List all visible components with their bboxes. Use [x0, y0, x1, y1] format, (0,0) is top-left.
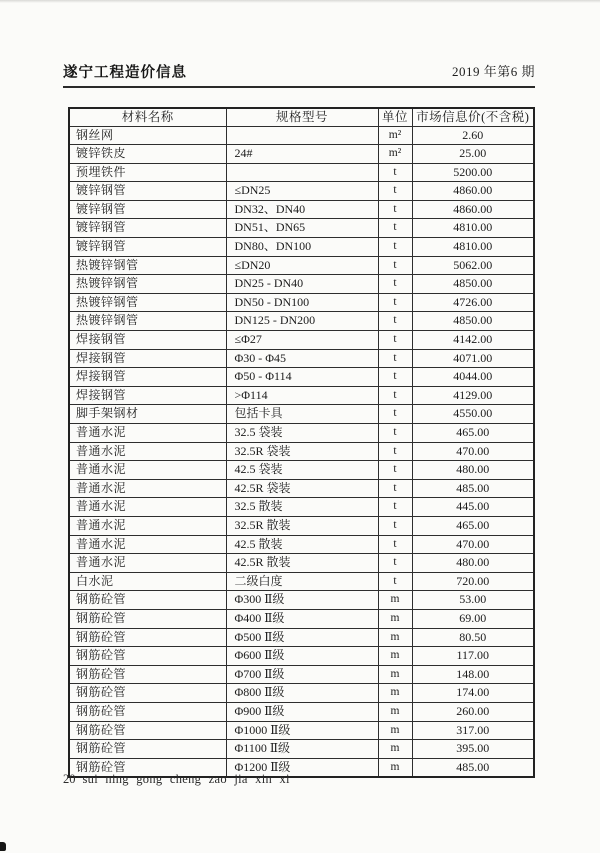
- material-name-cell: 普通水泥: [69, 516, 226, 535]
- unit-cell: m²: [378, 145, 412, 164]
- unit-cell: t: [378, 331, 412, 350]
- price-cell: 445.00: [412, 498, 534, 517]
- material-name-cell: 钢筋砼管: [69, 702, 226, 721]
- unit-cell: t: [378, 312, 412, 331]
- material-name-cell: 钢筋砼管: [69, 758, 226, 777]
- material-name-cell: 预埋铁件: [69, 163, 226, 182]
- price-cell: 4860.00: [412, 182, 534, 201]
- spec-cell: Φ30 - Φ45: [226, 349, 378, 368]
- table-row: [69, 572, 534, 591]
- price-cell: 148.00: [412, 665, 534, 684]
- unit-cell: t: [378, 275, 412, 294]
- price-cell: 4044.00: [412, 368, 534, 387]
- unit-cell: m: [378, 740, 412, 759]
- col-header-market-price: 市场信息价(不含税): [412, 108, 534, 126]
- spec-cell: 24#: [226, 145, 378, 164]
- unit-cell: m: [378, 628, 412, 647]
- table-row: [69, 368, 534, 387]
- price-cell: 4129.00: [412, 386, 534, 405]
- material-name-cell: 镀锌钢管: [69, 182, 226, 201]
- table-row: [69, 275, 534, 294]
- publication-title: 遂宁工程造价信息: [63, 65, 187, 81]
- table-row: [69, 293, 534, 312]
- col-header-unit: 单位: [378, 108, 412, 126]
- price-cell: 4071.00: [412, 349, 534, 368]
- price-cell: 4860.00: [412, 200, 534, 219]
- price-cell: 2.60: [412, 126, 534, 145]
- unit-cell: m: [378, 609, 412, 628]
- price-cell: 4850.00: [412, 312, 534, 331]
- unit-cell: t: [378, 442, 412, 461]
- table-row: [69, 200, 534, 219]
- unit-cell: t: [378, 182, 412, 201]
- table-row: [69, 256, 534, 275]
- price-cell: 5062.00: [412, 256, 534, 275]
- material-name-cell: 镀锌铁皮: [69, 145, 226, 164]
- material-name-cell: 普通水泥: [69, 498, 226, 517]
- unit-cell: t: [378, 572, 412, 591]
- page-footer: [63, 772, 290, 787]
- material-name-cell: 钢丝网: [69, 126, 226, 145]
- table-row: [69, 349, 534, 368]
- spec-cell: DN51、DN65: [226, 219, 378, 238]
- spec-cell: Φ300 Ⅱ级: [226, 591, 378, 610]
- price-cell: 5200.00: [412, 163, 534, 182]
- table-row: [69, 424, 534, 443]
- unit-cell: m²: [378, 126, 412, 145]
- scan-edge-artifact: [0, 0, 600, 3]
- spec-cell: 42.5 散装: [226, 535, 378, 554]
- table-row: [69, 442, 534, 461]
- col-header-material-name: 材料名称: [69, 108, 226, 126]
- table-row: [69, 386, 534, 405]
- spec-cell: DN80、DN100: [226, 238, 378, 257]
- unit-cell: t: [378, 461, 412, 480]
- spec-cell: 32.5R 散装: [226, 516, 378, 535]
- unit-cell: t: [378, 386, 412, 405]
- spec-cell: DN125 - DN200: [226, 312, 378, 331]
- material-name-cell: 普通水泥: [69, 479, 226, 498]
- unit-cell: m: [378, 721, 412, 740]
- page-header: [63, 61, 535, 81]
- material-name-cell: 焊接钢管: [69, 368, 226, 387]
- price-cell: 470.00: [412, 535, 534, 554]
- material-name-cell: 焊接钢管: [69, 349, 226, 368]
- material-name-cell: 钢筋砼管: [69, 684, 226, 703]
- price-cell: 25.00: [412, 145, 534, 164]
- table-row: [69, 238, 534, 257]
- unit-cell: t: [378, 238, 412, 257]
- unit-cell: m: [378, 702, 412, 721]
- spec-cell: DN32、DN40: [226, 200, 378, 219]
- material-name-cell: 焊接钢管: [69, 331, 226, 350]
- page-number: 20: [63, 772, 76, 786]
- table-row: [69, 126, 534, 145]
- material-name-cell: 热镀锌钢管: [69, 312, 226, 331]
- col-header-spec-model: 规格型号: [226, 108, 378, 126]
- unit-cell: m: [378, 647, 412, 666]
- table-row: [69, 219, 534, 238]
- material-price-table: [68, 107, 535, 778]
- price-table-body: [69, 126, 534, 777]
- price-cell: 465.00: [412, 424, 534, 443]
- price-cell: 4850.00: [412, 275, 534, 294]
- spec-cell: 包括卡具: [226, 405, 378, 424]
- spec-cell: 32.5 散装: [226, 498, 378, 517]
- table-row: [69, 740, 534, 759]
- material-name-cell: 普通水泥: [69, 554, 226, 573]
- spec-cell: ≤DN25: [226, 182, 378, 201]
- table-row: [69, 405, 534, 424]
- price-cell: 260.00: [412, 702, 534, 721]
- table-row: [69, 498, 534, 517]
- material-name-cell: 钢筋砼管: [69, 609, 226, 628]
- unit-cell: t: [378, 256, 412, 275]
- table-row: [69, 331, 534, 350]
- unit-cell: t: [378, 516, 412, 535]
- price-cell: 53.00: [412, 591, 534, 610]
- unit-cell: m: [378, 665, 412, 684]
- spec-cell: 32.5R 袋装: [226, 442, 378, 461]
- spec-cell: Φ800 Ⅱ级: [226, 684, 378, 703]
- material-name-cell: 热镀锌钢管: [69, 293, 226, 312]
- price-table-header: [69, 108, 534, 126]
- table-row: [69, 535, 534, 554]
- material-name-cell: 镀锌钢管: [69, 219, 226, 238]
- unit-cell: t: [378, 200, 412, 219]
- price-cell: 4550.00: [412, 405, 534, 424]
- table-row: [69, 609, 534, 628]
- price-cell: 465.00: [412, 516, 534, 535]
- spec-cell: [226, 126, 378, 145]
- unit-cell: m: [378, 591, 412, 610]
- price-cell: 80.50: [412, 628, 534, 647]
- table-row: [69, 628, 534, 647]
- price-cell: 4810.00: [412, 219, 534, 238]
- material-name-cell: 镀锌钢管: [69, 200, 226, 219]
- price-cell: 174.00: [412, 684, 534, 703]
- material-name-cell: 普通水泥: [69, 424, 226, 443]
- unit-cell: m: [378, 758, 412, 777]
- price-cell: 4142.00: [412, 331, 534, 350]
- spec-cell: Φ600 Ⅱ级: [226, 647, 378, 666]
- table-row: [69, 479, 534, 498]
- issue-label: 2019 年第6 期: [451, 64, 535, 79]
- unit-cell: t: [378, 405, 412, 424]
- spec-cell: ≤DN20: [226, 256, 378, 275]
- price-cell: 485.00: [412, 479, 534, 498]
- unit-cell: t: [378, 219, 412, 238]
- material-name-cell: 普通水泥: [69, 442, 226, 461]
- table-row: [69, 721, 534, 740]
- price-cell: 470.00: [412, 442, 534, 461]
- table-row: [69, 665, 534, 684]
- spec-cell: 42.5 袋装: [226, 461, 378, 480]
- spec-cell: 32.5 袋装: [226, 424, 378, 443]
- table-row: [69, 312, 534, 331]
- spec-cell: DN25 - DN40: [226, 275, 378, 294]
- material-name-cell: 钢筋砼管: [69, 721, 226, 740]
- price-cell: 69.00: [412, 609, 534, 628]
- material-name-cell: 热镀锌钢管: [69, 256, 226, 275]
- unit-cell: t: [378, 163, 412, 182]
- price-cell: 395.00: [412, 740, 534, 759]
- spec-cell: >Φ114: [226, 386, 378, 405]
- material-name-cell: 普通水泥: [69, 461, 226, 480]
- spec-cell: Φ900 Ⅱ级: [226, 702, 378, 721]
- table-row: [69, 554, 534, 573]
- table-row: [69, 163, 534, 182]
- price-cell: 720.00: [412, 572, 534, 591]
- unit-cell: m: [378, 684, 412, 703]
- material-name-cell: 焊接钢管: [69, 386, 226, 405]
- spec-cell: 二级白度: [226, 572, 378, 591]
- table-row: [69, 647, 534, 666]
- spec-cell: Φ400 Ⅱ级: [226, 609, 378, 628]
- spec-cell: 42.5R 袋装: [226, 479, 378, 498]
- material-name-cell: 钢筋砼管: [69, 740, 226, 759]
- material-name-cell: 镀锌钢管: [69, 238, 226, 257]
- price-cell: 480.00: [412, 554, 534, 573]
- table-row: [69, 684, 534, 703]
- spec-cell: 42.5R 散装: [226, 554, 378, 573]
- scan-corner-artifact: [0, 842, 6, 851]
- unit-cell: t: [378, 349, 412, 368]
- unit-cell: t: [378, 554, 412, 573]
- material-name-cell: 钢筋砼管: [69, 628, 226, 647]
- table-row: [69, 145, 534, 164]
- header-rule: [63, 86, 535, 88]
- unit-cell: t: [378, 498, 412, 517]
- spec-cell: Φ1100 Ⅱ级: [226, 740, 378, 759]
- material-name-cell: 脚手架钢材: [69, 405, 226, 424]
- spec-cell: DN50 - DN100: [226, 293, 378, 312]
- table-row: [69, 591, 534, 610]
- unit-cell: t: [378, 424, 412, 443]
- spec-cell: Φ50 - Φ114: [226, 368, 378, 387]
- table-row: [69, 461, 534, 480]
- table-row: [69, 702, 534, 721]
- footer-pinyin: sui ning gong cheng zao jia xin xi: [82, 772, 290, 786]
- spec-cell: [226, 163, 378, 182]
- price-cell: 317.00: [412, 721, 534, 740]
- material-name-cell: 钢筋砼管: [69, 647, 226, 666]
- spec-cell: ≤Φ27: [226, 331, 378, 350]
- price-cell: 480.00: [412, 461, 534, 480]
- unit-cell: t: [378, 479, 412, 498]
- table-row: [69, 516, 534, 535]
- material-name-cell: 热镀锌钢管: [69, 275, 226, 294]
- price-cell: 4810.00: [412, 238, 534, 257]
- price-cell: 117.00: [412, 647, 534, 666]
- table-row: [69, 182, 534, 201]
- unit-cell: t: [378, 293, 412, 312]
- spec-cell: Φ1000 Ⅱ级: [226, 721, 378, 740]
- material-name-cell: 钢筋砼管: [69, 665, 226, 684]
- unit-cell: t: [378, 368, 412, 387]
- spec-cell: Φ500 Ⅱ级: [226, 628, 378, 647]
- material-name-cell: 普通水泥: [69, 535, 226, 554]
- spec-cell: Φ1200 Ⅱ级: [226, 758, 378, 777]
- price-cell: 4726.00: [412, 293, 534, 312]
- price-cell: 485.00: [412, 758, 534, 777]
- unit-cell: t: [378, 535, 412, 554]
- spec-cell: Φ700 Ⅱ级: [226, 665, 378, 684]
- header-row: [69, 108, 534, 126]
- material-name-cell: 白水泥: [69, 572, 226, 591]
- material-name-cell: 钢筋砼管: [69, 591, 226, 610]
